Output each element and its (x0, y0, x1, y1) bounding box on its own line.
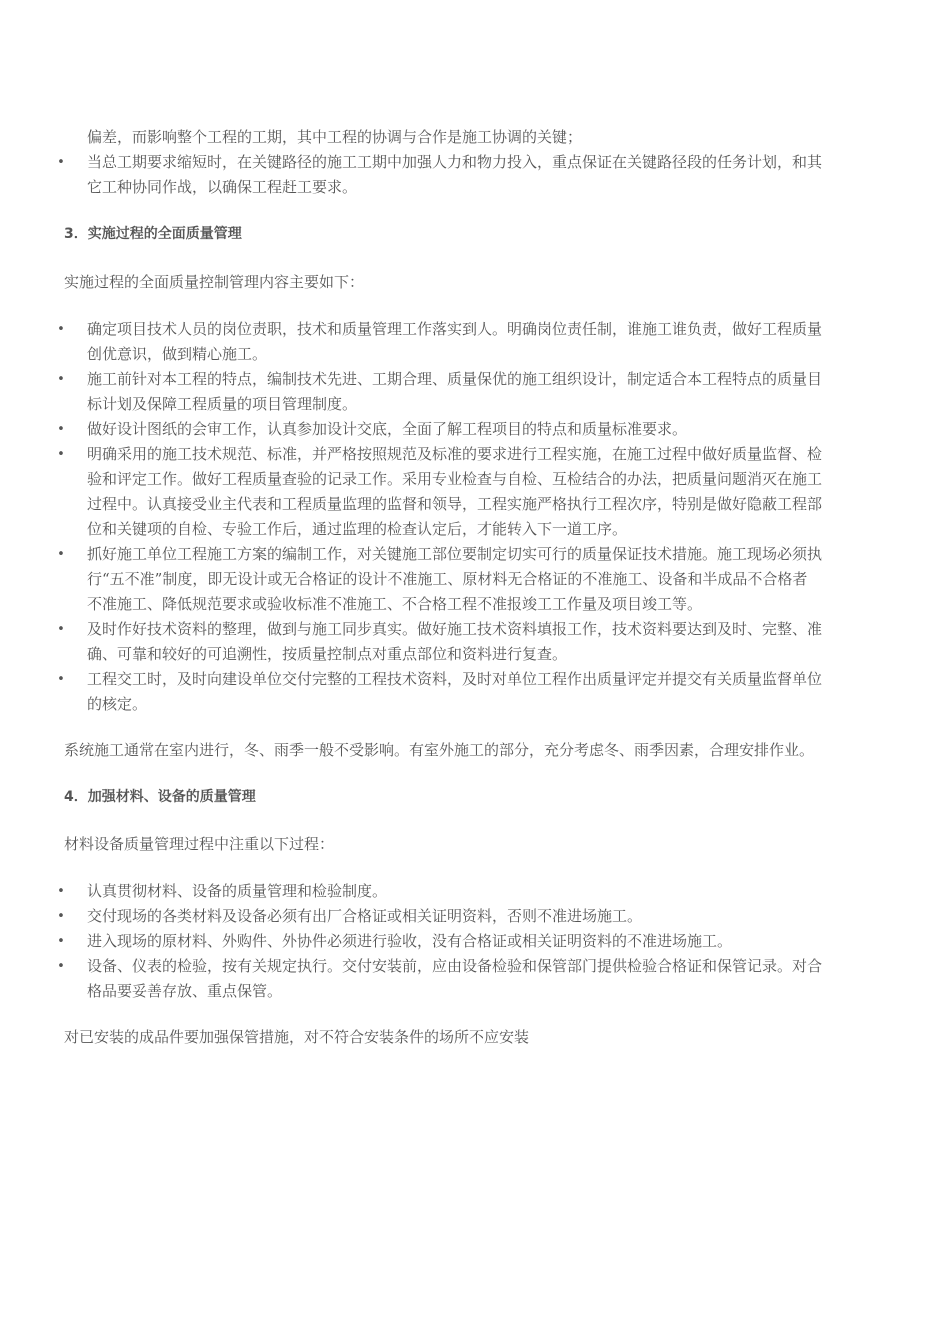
bullet-marker: • (57, 447, 65, 462)
list-item-line: 创优意识，做到精心施工。 (87, 345, 268, 363)
bullet-marker: • (57, 672, 65, 687)
list-item-line: 行“五不准”制度，即无设计或无合格证的设计不准施工、原材料无合格证的不准施工、设备和半成品不合格者 (87, 570, 808, 588)
list-item-line: 位和关键项的自检、专验工作后，通过监理的检查认定后，才能转入下一道工序。 (87, 520, 628, 538)
bullet-marker: • (57, 422, 65, 437)
list-item-line: 及时作好技术资料的整理，做到与施工同步真实。做好施工技术资料填报工作，技术资料要达到及时、完整、准 (87, 620, 823, 638)
list-item-line: 它工种协同作战，以确保工程赶工要求。 (87, 178, 358, 196)
section-outro: 对已安装的成品件要加强保管措施，对不符合安装条件的场所不应安装 (64, 1028, 530, 1046)
list-item-line: 确、可靠和较好的可追溯性，按质量控制点对重点部位和资料进行复查。 (87, 645, 568, 663)
list-item-line: 确定项目技术人员的岗位责职，技术和质量管理工作落实到人。明确岗位责任制，谁施工谁负责，做好工程质量 (87, 320, 823, 338)
list-item-line: 抓好施工单位工程施工方案的编制工作，对关键施工部位要制定切实可行的质量保证技术措施。施工现场必须执 (87, 545, 823, 563)
bullet-marker: • (57, 934, 65, 949)
list-item-line: 工程交工时，及时向建设单位交付完整的工程技术资料，及时对单位工程作出质量评定并提交有关质量监督单位 (87, 670, 823, 688)
bullet-marker: • (57, 322, 65, 337)
bullet-marker: • (57, 372, 65, 387)
section-intro: 材料设备质量管理过程中注重以下过程： (64, 835, 335, 853)
list-item-line: 进入现场的原材料、外购件、外协件必须进行验收，没有合格证或相关证明资料的不准进场施工。 (87, 932, 733, 950)
bullet-marker: • (57, 547, 65, 562)
bullet-marker: • (57, 155, 65, 170)
list-item-line: 的核定。 (87, 695, 148, 713)
bullet-marker: • (57, 909, 65, 924)
list-item-line: 施工前针对本工程的特点，编制技术先进、工期合理、质量保优的施工组织设计，制定适合本工程特点的质量目 (87, 370, 823, 388)
bullet-marker: • (57, 884, 65, 899)
list-item-line: 格品要妥善存放、重点保管。 (87, 982, 283, 1000)
continuation-text: 偏差，而影响整个工程的工期，其中工程的协调与合作是施工协调的关键； (87, 128, 583, 146)
bullet-marker: • (57, 622, 65, 637)
list-item-line: 标计划及保障工程质量的项目管理制度。 (87, 395, 358, 413)
list-item-line: 过程中。认真接受业主代表和工程质量监理的监督和领导，工程实施严格执行工程次序，特别是做好隐蔽工程部 (87, 495, 823, 513)
section-outro: 系统施工通常在室内进行，冬、雨季一般不受影响。有室外施工的部分，充分考虑冬、雨季因素，合理安排作业。 (64, 741, 815, 759)
list-item-line: 不准施工、降低规范要求或验收标准不准施工、不合格工程不准报竣工工作量及项目竣工等。 (87, 595, 703, 613)
section-heading-3: 3．实施过程的全面质量管理 (64, 226, 242, 242)
list-item-line: 验和评定工作。做好工程质量查验的记录工作。采用专业检查与自检、互检结合的办法，把质量问题消灭在施工 (87, 470, 823, 488)
section-intro: 实施过程的全面质量控制管理内容主要如下： (64, 273, 365, 291)
list-item-line: 交付现场的各类材料及设备必须有出厂合格证或相关证明资料，否则不准进场施工。 (87, 907, 643, 925)
list-item-line: 当总工期要求缩短时，在关键路径的施工工期中加强人力和物力投入，重点保证在关键路径段的任务计划，和其 (87, 153, 823, 171)
list-item-line: 设备、仪表的检验，按有关规定执行。交付安装前，应由设备检验和保管部门提供检验合格证和保管记录。对合 (87, 957, 823, 975)
bullet-marker: • (57, 959, 65, 974)
list-item-line: 认真贯彻材料、设备的质量管理和检验制度。 (87, 882, 388, 900)
section-heading-4: 4．加强材料、设备的质量管理 (64, 789, 256, 805)
list-item-line: 做好设计图纸的会审工作，认真参加设计交底，全面了解工程项目的特点和质量标准要求。 (87, 420, 688, 438)
list-item-line: 明确采用的施工技术规范、标准，并严格按照规范及标准的要求进行工程实施，在施工过程中做好质量监督、检 (87, 445, 823, 463)
